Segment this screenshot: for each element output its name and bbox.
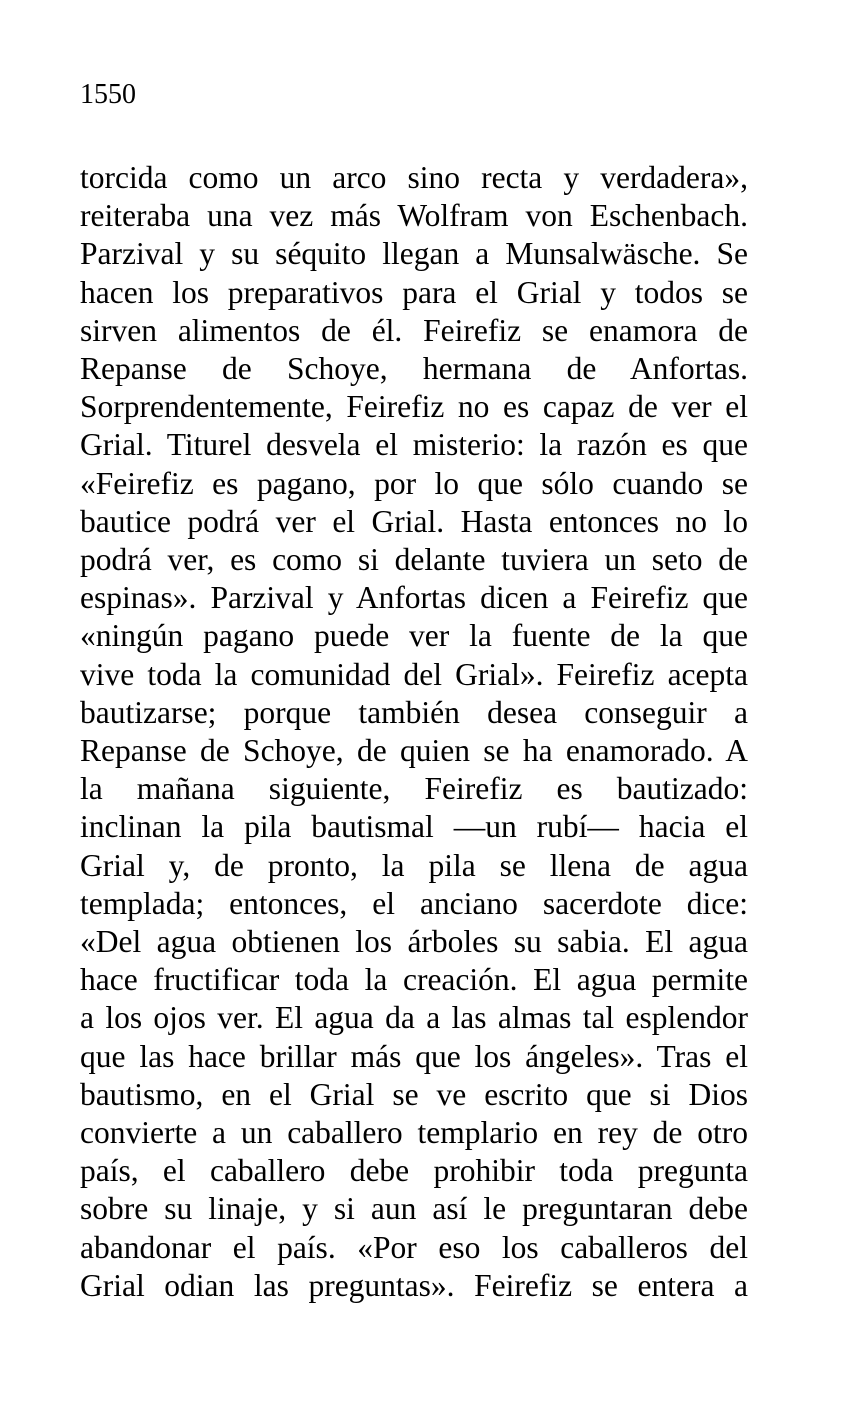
text-line: bautizarse; porque también desea conseguir a (80, 694, 748, 730)
page-number: 1550 (80, 79, 136, 110)
text-line: Repanse de Schoye, hermana de Anfortas. (80, 351, 748, 387)
text-line: Grial odian las preguntas». Feirefiz se entera a (80, 1267, 748, 1303)
text-line: inclinan la pila bautismal —un rubí— hacia el (80, 809, 748, 845)
text-line: hacen los preparativos para el Grial y todos se (80, 274, 748, 310)
text-line: bautice podrá ver el Grial. Hasta entonces no lo (80, 503, 748, 539)
text-line: convierte a un caballero templario en rey de otro (80, 1115, 748, 1151)
text-line: sirven alimentos de él. Feirefiz se enamora de (80, 312, 748, 348)
text-line: bautismo, en el Grial se ve escrito que si Dios (80, 1076, 748, 1112)
text-line: Sorprendentemente, Feirefiz no es capaz de ver el (80, 389, 748, 425)
text-line: Grial y, de pronto, la pila se llena de agua (80, 847, 748, 883)
text-line: sobre su linaje, y si aun así le preguntaran debe (80, 1191, 748, 1227)
text-line: hace fructificar toda la creación. El agua permite (80, 962, 748, 998)
text-line: reiteraba una vez más Wolfram von Eschenbach. (80, 198, 748, 234)
text-line: «Feirefiz es pagano, por lo que sólo cuando se (80, 465, 748, 501)
text-line: que las hace brillar más que los ángeles». Tras el (80, 1038, 748, 1074)
text-line: «Del agua obtienen los árboles su sabia. El agua (80, 924, 748, 960)
text-line: podrá ver, es como si delante tuviera un seto de (80, 542, 748, 578)
text-line: «ningún pagano puede ver la fuente de la que (80, 618, 748, 654)
text-line: país, el caballero debe prohibir toda pregunta (80, 1153, 748, 1189)
text-line: torcida como un arco sino recta y verdadera», (80, 160, 748, 195)
text-line: Parzival y su séquito llegan a Munsalwäsche. Se (80, 236, 748, 272)
text-line: templada; entonces, el anciano sacerdote dice: (80, 885, 748, 921)
text-line: a los ojos ver. El agua da a las almas tal esplendor (80, 1000, 748, 1036)
text-line: Grial. Titurel desvela el misterio: la razón es que (80, 427, 748, 463)
text-line: vive toda la comunidad del Grial». Feirefiz acepta (80, 656, 748, 692)
text-line: abandonar el país. «Por eso los caballeros del (80, 1229, 748, 1265)
text-line: la mañana siguiente, Feirefiz es bautizado: (80, 771, 748, 807)
text-line: espinas». Parzival y Anfortas dicen a Feirefiz que (80, 580, 748, 616)
body-text (80, 159, 748, 1305)
text-line: Repanse de Schoye, de quien se ha enamorado. A (80, 733, 748, 769)
